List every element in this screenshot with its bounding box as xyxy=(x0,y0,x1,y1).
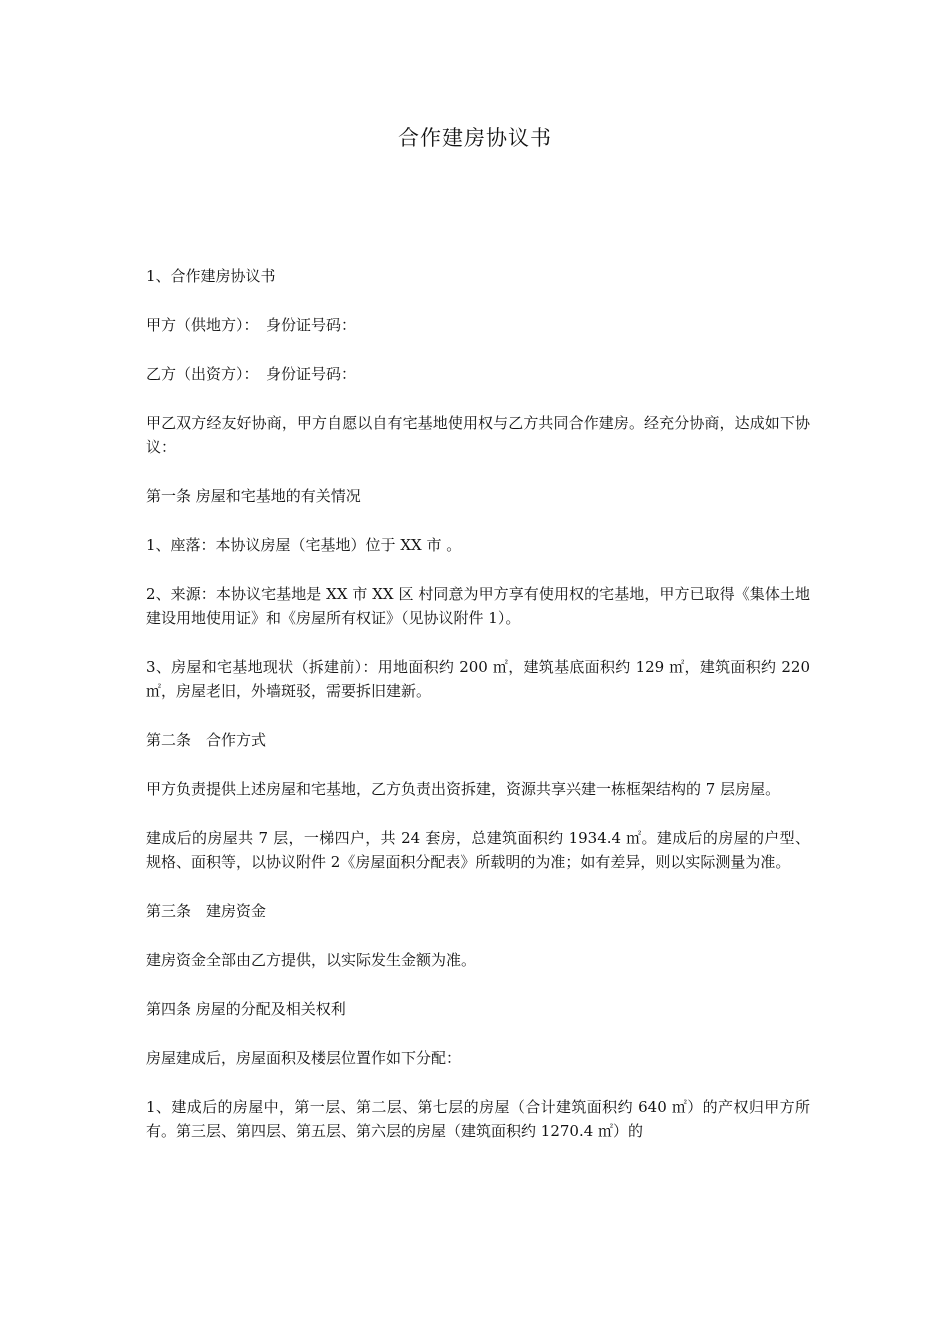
article-4-item-1: 1、建成后的房屋中，第一层、第二层、第七层的房屋（合计建筑面积约 640 ㎡）的产权归甲方所有。第三层、第四层、第五层、第六层的房屋（建筑面积约 1270.4 ㎡）的 xyxy=(146,1098,810,1140)
document-body xyxy=(146,264,810,1168)
article-1-item-3: 3、房屋和宅基地现状（拆建前）：用地面积约 200 ㎡，建筑基底面积约 129 ㎡，建筑面积约 220 ㎡，房屋老旧，外墙斑驳，需要拆旧建新。 xyxy=(146,658,810,700)
article-4-para-1: 房屋建成后，房屋面积及楼层位置作如下分配： xyxy=(146,1049,462,1067)
article-1-item-2: 2、来源：本协议宅基地是 XX 市 XX 区 村同意为甲方享有使用权的宅基地，甲方已取得《集体土地建设用地使用证》和《房屋所有权证》（见协议附件 1）。 xyxy=(146,585,810,627)
paragraph-party-b: 乙方（出资方）： 身份证号码： xyxy=(146,365,357,383)
article-2-heading: 第二条 合作方式 xyxy=(146,731,267,749)
article-1-item-1: 1、座落：本协议房屋（宅基地）位于 XX 市 。 xyxy=(146,536,462,554)
article-3-para-1: 建房资金全部由乙方提供，以实际发生金额为准。 xyxy=(146,951,477,969)
paragraph-party-a: 甲方（供地方）： 身份证号码： xyxy=(146,316,357,334)
document-title: 合作建房协议书 xyxy=(398,126,552,150)
article-3-heading: 第三条 建房资金 xyxy=(146,902,267,920)
paragraph-section-heading: 1、合作建房协议书 xyxy=(146,267,276,285)
paragraph-preamble: 甲乙双方经友好协商，甲方自愿以自有宅基地使用权与乙方共同合作建房。经充分协商，达成如下协议： xyxy=(146,414,810,456)
article-1-heading: 第一条 房屋和宅基地的有关情况 xyxy=(146,487,361,505)
article-2-para-1: 甲方负责提供上述房屋和宅基地，乙方负责出资拆建，资源共享兴建一栋框架结构的 7 层房屋。 xyxy=(146,780,781,798)
article-4-heading: 第四条 房屋的分配及相关权利 xyxy=(146,1000,346,1018)
article-2-para-2: 建成后的房屋共 7 层，一梯四户，共 24 套房，总建筑面积约 1934.4 ㎡。建成后的房屋的户型、规格、面积等，以协议附件 2《房屋面积分配表》所载明的为准；如有差异，则以实际测量为准。 xyxy=(146,829,810,871)
